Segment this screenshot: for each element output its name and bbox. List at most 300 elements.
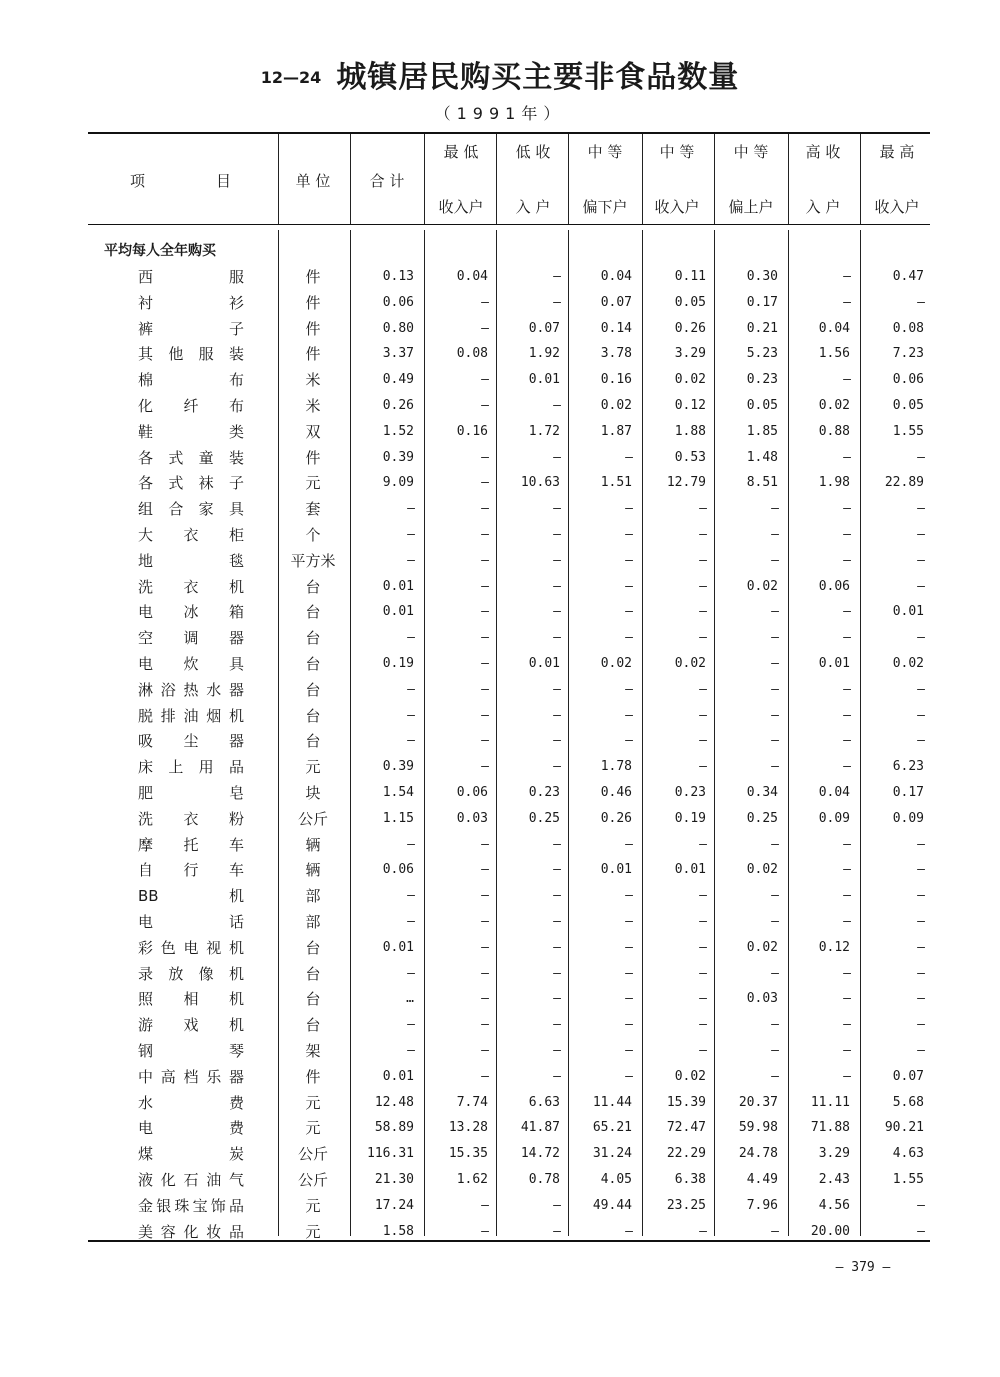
row-group-value: — [843,269,850,284]
row-item-name: 空调器 [138,629,244,648]
row-group-value: — [843,707,850,723]
row-group-value: — [771,1043,778,1058]
row-group-value: — [625,991,632,1007]
row-unit: 件 [305,345,321,364]
table-row [0,601,1000,627]
row-group-value: 15.35 [448,1146,488,1162]
row-group-value: — [481,733,488,749]
row-group-value: 1.78 [600,759,632,775]
row-group-value: — [481,681,488,697]
row-group-value: — [699,527,706,542]
table-row [0,859,1000,885]
row-total-value: — [407,1043,414,1058]
row-group-value: 1.51 [600,475,632,491]
row-group-value: — [481,888,488,904]
row-group-value: 7.74 [456,1094,488,1110]
row-item-name: 肥皂 [138,784,244,802]
row-group-value: — [481,965,488,981]
header-group-line1: 最 低 [443,143,479,161]
row-group-value: — [553,965,560,981]
row-group-value: — [625,552,632,568]
row-group-value: — [771,707,778,723]
row-total-value: 21.30 [374,1172,414,1187]
header-group-line2: 收入户 [438,198,484,216]
row-total-value: 0.01 [382,578,414,594]
row-group-value: 0.01 [528,372,560,388]
row-group-value: 0.07 [892,1068,924,1084]
row-unit: 平方米 [290,551,336,570]
row-group-value: — [699,552,706,568]
row-unit: 架 [305,1042,321,1060]
row-group-value: — [917,1017,924,1033]
row-unit: 米 [305,371,321,390]
row-total-value: 0.06 [382,862,414,878]
top-rule [88,132,930,134]
row-item-name: 各式童装 [138,448,244,467]
row-group-value: — [625,1043,632,1058]
row-group-value: 0.05 [674,294,706,310]
row-group-value: 1.48 [746,449,778,465]
header-group-line2: 入 户 [515,198,551,216]
table-row [0,266,1000,292]
row-group-value: 4.49 [746,1172,778,1187]
row-unit: 台 [305,577,321,596]
row-group-value: — [553,707,560,723]
row-item-name: 脱排油烟机 [138,706,244,725]
header-item-1: 项 [130,172,146,190]
row-group-value: 8.51 [746,475,778,491]
row-group-value: — [843,1068,850,1084]
row-unit: 元 [305,474,321,493]
table-row [0,963,1000,989]
row-item-name: 各式袜子 [138,474,244,493]
row-total-value: 0.01 [382,939,414,955]
row-group-value: — [553,681,560,697]
row-group-value: 0.17 [892,785,924,800]
row-total-value: 0.13 [382,269,414,284]
row-group-value: — [771,836,778,852]
header-group-line1: 低 收 [515,143,551,161]
row-unit: 件 [305,448,321,467]
row-group-value: 0.02 [746,578,778,594]
row-total-value: 1.54 [382,785,414,800]
row-group-value: — [481,294,488,310]
row-group-value: — [917,888,924,904]
row-group-value: 5.23 [746,346,778,362]
row-group-value: — [481,1197,488,1213]
row-group-value: — [481,656,488,671]
row-group-value: — [553,1068,560,1084]
row-group-value: — [917,1197,924,1213]
row-unit: 件 [305,268,321,286]
row-group-value: 0.30 [746,269,778,284]
column-divider [278,134,279,224]
row-group-value: — [481,1223,488,1239]
row-group-value: 1.55 [892,423,924,439]
row-group-value: 10.63 [520,475,560,491]
row-group-value: 0.01 [528,656,560,671]
row-group-value: — [553,888,560,904]
row-group-value: — [917,707,924,723]
row-item-name: 吸尘器 [138,732,244,751]
row-group-value: 22.89 [884,475,924,491]
row-group-value: — [481,862,488,878]
row-group-value: 59.98 [738,1120,778,1136]
table-row [0,318,1000,344]
column-divider [568,134,569,224]
row-item-name: 自行车 [138,861,244,880]
row-group-value: — [481,320,488,336]
row-total-value: 1.58 [382,1223,414,1239]
row-group-value: — [553,294,560,310]
table-row [0,369,1000,395]
row-item-name: 煤炭 [138,1145,244,1164]
row-group-value: — [917,552,924,568]
row-item-name: 美容化妆品 [138,1222,244,1241]
row-group-value: 0.34 [746,785,778,800]
row-group-value: 4.63 [892,1146,924,1162]
row-group-value: — [843,1017,850,1033]
table-row [0,756,1000,782]
table-year: （1991年） [434,104,566,123]
header-group-line1: 中 等 [733,143,769,161]
row-group-value: — [771,1068,778,1084]
row-group-value: 6.63 [528,1094,560,1110]
row-unit: 元 [305,1222,321,1241]
row-group-value: — [625,914,632,929]
table-row [0,1143,1000,1169]
header-group-line2: 入 户 [805,198,841,216]
row-group-value: 0.04 [818,320,850,336]
row-unit: 公斤 [297,1171,328,1189]
row-group-value: 0.09 [892,810,924,826]
table-row [0,782,1000,808]
row-group-value: 0.04 [600,269,632,284]
row-total-value: 116.31 [367,1146,414,1162]
row-unit: 公斤 [297,809,328,828]
row-group-value: — [843,759,850,775]
row-group-value: 0.19 [674,810,706,826]
row-unit: 部 [305,913,321,931]
row-group-value: — [771,1017,778,1033]
row-item-name: 金银珠宝饰品 [138,1196,244,1215]
row-group-value: — [917,1043,924,1058]
row-group-value: 2.43 [818,1172,850,1187]
row-group-value: — [843,294,850,310]
row-group-value: — [917,836,924,852]
row-group-value: — [553,449,560,465]
row-group-value: 1.87 [600,423,632,439]
row-group-value: — [553,759,560,775]
row-group-value: — [625,888,632,904]
row-group-value: 0.04 [818,785,850,800]
row-group-value: 0.25 [528,810,560,826]
page-number: — 379 — [835,1260,891,1275]
row-group-value: — [843,862,850,878]
row-group-value: — [625,707,632,723]
table-row [0,472,1000,498]
row-item-name: 录放像机 [138,964,244,983]
row-group-value: — [771,527,778,542]
row-group-value: — [553,501,560,517]
table-row [0,343,1000,369]
row-group-value: — [625,527,632,542]
table-row [0,1221,1000,1247]
row-group-value: 7.23 [892,346,924,362]
row-group-value: — [699,604,706,620]
row-group-value: — [917,1223,924,1239]
row-group-value: 12.79 [666,475,706,491]
table-row [0,705,1000,731]
row-group-value: 72.47 [666,1120,706,1136]
row-total-value: 0.26 [382,398,414,413]
row-group-value: 20.00 [810,1223,850,1239]
row-group-value: 0.02 [600,398,632,413]
row-unit: 个 [305,526,321,544]
column-divider [860,134,861,224]
row-item-name: 液化石油气 [138,1171,244,1189]
row-group-value: — [625,939,632,955]
row-total-value: 0.39 [382,759,414,775]
row-item-name: 电费 [138,1119,244,1138]
row-unit: 公斤 [297,1145,328,1164]
row-group-value: — [917,527,924,542]
table-row [0,524,1000,550]
row-group-value: 0.08 [892,320,924,336]
row-group-value: — [481,578,488,594]
table-row [0,885,1000,911]
row-unit: 元 [305,758,321,777]
row-group-value: 0.46 [600,785,632,800]
row-group-value: 0.01 [674,862,706,878]
row-group-value: 24.78 [738,1146,778,1162]
row-group-value: 0.26 [600,810,632,826]
row-group-value: — [553,398,560,413]
row-item-name: 彩色电视机 [138,938,244,957]
row-unit: 套 [305,500,321,519]
section-label: 平均每人全年购买 [104,243,216,259]
row-group-value: — [699,1043,706,1058]
row-group-value: — [625,604,632,620]
row-unit: 台 [305,964,321,983]
row-item-name: 西服 [138,268,244,286]
row-group-value: — [625,1223,632,1239]
row-unit: 件 [305,293,321,312]
row-group-value: 11.11 [810,1094,850,1110]
row-group-value: — [699,1017,706,1033]
row-group-value: 15.39 [666,1094,706,1110]
row-group-value: 0.25 [746,810,778,826]
row-group-value: 22.29 [666,1146,706,1162]
row-group-value: — [771,1223,778,1239]
row-group-value: 0.06 [892,372,924,388]
row-group-value: — [481,836,488,852]
row-group-value: — [553,630,560,646]
header-group-line1: 中 等 [587,143,623,161]
row-item-name: 组合家具 [138,500,244,519]
row-total-value: — [407,836,414,852]
row-group-value: — [481,1068,488,1084]
row-unit: 辆 [305,861,321,880]
row-group-value: — [553,1197,560,1213]
row-group-value: 1.85 [746,423,778,439]
row-group-value: — [553,1017,560,1033]
header-rule [88,224,930,225]
row-item-name: 床上用品 [138,758,244,777]
row-group-value: 0.02 [674,1068,706,1084]
row-group-value: — [771,681,778,697]
table-row [0,1169,1000,1195]
row-group-value: — [699,991,706,1007]
row-group-value: — [843,991,850,1007]
row-group-value: 1.72 [528,423,560,439]
header-group-line2: 偏上户 [728,198,774,216]
row-group-value: — [771,604,778,620]
row-group-value: — [917,449,924,465]
row-group-value: — [481,939,488,955]
table-row [0,937,1000,963]
table-row [0,550,1000,576]
row-group-value: — [843,914,850,929]
row-group-value: — [625,1068,632,1084]
row-total-value: 58.89 [374,1120,414,1136]
row-group-value: — [699,578,706,594]
row-item-name: 水费 [138,1093,244,1112]
row-unit: 块 [305,784,321,802]
header-item-2: 目 [216,172,232,190]
row-group-value: — [699,965,706,981]
row-group-value: 0.02 [674,372,706,388]
row-group-value: 0.16 [600,372,632,388]
row-group-value: — [917,914,924,929]
row-unit: 米 [305,397,321,415]
row-group-value: — [843,552,850,568]
row-group-value: — [481,604,488,620]
row-group-value: — [625,501,632,517]
row-group-value: 0.12 [674,398,706,413]
row-unit: 台 [305,655,321,673]
row-group-value: 0.01 [892,604,924,620]
row-group-value: 0.01 [600,862,632,878]
table-row [0,988,1000,1014]
row-group-value: — [771,630,778,646]
row-group-value: 0.17 [746,294,778,310]
row-group-value: — [625,449,632,465]
row-total-value: — [407,733,414,749]
row-group-value: — [771,733,778,749]
row-item-name: 地毯 [138,551,244,570]
row-group-value: — [699,630,706,646]
row-total-value: — [407,965,414,981]
row-group-value: — [699,681,706,697]
table-row [0,1117,1000,1143]
row-group-value: — [917,733,924,749]
row-group-value: — [843,888,850,904]
row-total-value: — [407,888,414,904]
table-row [0,292,1000,318]
row-unit: 台 [305,603,321,622]
row-group-value: — [625,965,632,981]
row-group-value: 0.07 [600,294,632,310]
table-row [0,1092,1000,1118]
row-group-value: 0.12 [818,939,850,955]
table-row [0,395,1000,421]
row-unit: 台 [305,706,321,725]
row-group-value: 3.29 [818,1146,850,1162]
row-total-value: 1.15 [382,810,414,826]
row-group-value: — [553,604,560,620]
table-row [0,1066,1000,1092]
table-row [0,421,1000,447]
row-group-value: 0.02 [746,939,778,955]
row-group-value: — [771,501,778,517]
row-item-name: 大衣柜 [138,526,244,544]
row-group-value: 0.23 [528,785,560,800]
row-item-name: 衬衫 [138,293,244,312]
row-item-name: 其他服装 [138,345,244,364]
row-item-name: 电话 [138,913,244,931]
table-row [0,653,1000,679]
row-group-value: — [481,991,488,1007]
row-unit: 辆 [305,835,321,854]
row-group-value: — [771,965,778,981]
row-unit: 元 [305,1119,321,1138]
row-group-value: 0.14 [600,320,632,336]
row-group-value: 0.88 [818,423,850,439]
row-total-value: 0.49 [382,372,414,388]
row-group-value: — [481,1017,488,1033]
row-total-value: — [407,914,414,929]
header-group-line1: 高 收 [805,143,841,161]
row-item-name: 钢琴 [138,1042,244,1060]
row-group-value: 0.06 [456,785,488,800]
row-total-value: — [407,501,414,517]
row-group-value: — [481,914,488,929]
row-total-value: 17.24 [374,1197,414,1213]
row-group-value: — [553,991,560,1007]
row-group-value: — [553,1043,560,1058]
row-group-value: 1.55 [892,1172,924,1187]
row-group-value: 1.92 [528,346,560,362]
row-group-value: 14.72 [520,1146,560,1162]
row-group-value: — [917,862,924,878]
row-group-value: 0.05 [746,398,778,413]
table-row [0,730,1000,756]
table-row [0,1014,1000,1040]
column-divider [714,134,715,224]
row-group-value: — [625,630,632,646]
row-group-value: — [625,1017,632,1033]
row-group-value: 6.38 [674,1172,706,1187]
row-group-value: — [699,1223,706,1239]
row-group-value: — [481,1043,488,1058]
row-group-value: — [917,578,924,594]
header-total: 合 计 [369,172,405,190]
row-group-value: — [553,862,560,878]
row-group-value: — [625,733,632,749]
row-total-value: 0.39 [382,449,414,465]
row-unit: 台 [305,680,321,699]
row-group-value: — [843,372,850,388]
row-group-value: — [481,449,488,465]
row-group-value: — [481,707,488,723]
row-group-value: — [481,372,488,388]
row-item-name: 洗衣机 [138,577,244,596]
row-group-value: — [917,965,924,981]
row-group-value: 0.02 [818,398,850,413]
header-group-line1: 最 高 [879,143,915,161]
row-group-value: — [843,836,850,852]
